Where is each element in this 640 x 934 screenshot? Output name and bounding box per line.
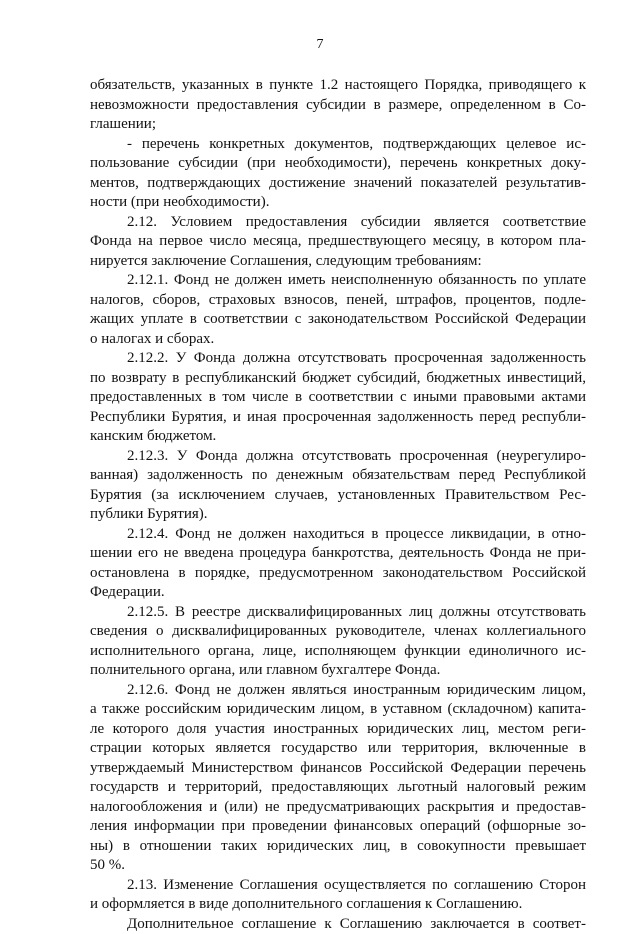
- text-line: Федерации.: [90, 583, 586, 603]
- text-line: 2.12.1. Фонд не должен иметь неисполненную обязанность по уплате: [90, 271, 586, 291]
- text-line: полнительного органа, или главном бухгалтере Фонда.: [90, 661, 586, 681]
- text-line: а также российским юридическим лицом, в уставном (складочном) капита-: [90, 700, 586, 720]
- text-line: Фонда на первое число месяца, предшествующего месяцу, в котором пла-: [90, 232, 586, 252]
- text-line: сведения о дисквалифицированных руководителе, членах коллегиального: [90, 622, 586, 642]
- text-line: страции которых является государство или территория, включенные в: [90, 739, 586, 759]
- text-line: ны) в отношении таких юридических лиц, в совокупности превышает: [90, 837, 586, 857]
- page-number: 7: [0, 37, 640, 53]
- text-line: 2.12.3. У Фонда должна отсутствовать просроченная (неурегулиро-: [90, 447, 586, 467]
- document-body: [90, 76, 586, 934]
- text-line: глашении;: [90, 115, 586, 135]
- text-line: налогообложения и (или) не предусматривающих раскрытия и предостав-: [90, 798, 586, 818]
- text-line: о налогах и сборах.: [90, 330, 586, 350]
- text-line: канским бюджетом.: [90, 427, 586, 447]
- text-line: предоставленных в том числе в соответствии с иными правовыми актами: [90, 388, 586, 408]
- text-line: утверждаемый Министерством финансов Российской Федерации перечень: [90, 759, 586, 779]
- text-line: Республики Бурятия, и иная просроченная задолженность перед республи-: [90, 408, 586, 428]
- text-line: жащих уплате в соответствии с законодательством Российской Федерации: [90, 310, 586, 330]
- text-line: ности (при необходимости).: [90, 193, 586, 213]
- text-line: пользование субсидии (при необходимости), перечень конкретных доку-: [90, 154, 586, 174]
- text-line: невозможности предоставления субсидии в размере, определенном в Со-: [90, 96, 586, 116]
- text-line: шении его не введена процедура банкротства, деятельность Фонда не при-: [90, 544, 586, 564]
- text-line: по возврату в республиканский бюджет субсидий, бюджетных инвестиций,: [90, 369, 586, 389]
- text-line: 2.12.4. Фонд не должен находиться в процессе ликвидации, в отно-: [90, 525, 586, 545]
- text-line: - перечень конкретных документов, подтверждающих целевое ис-: [90, 135, 586, 155]
- text-line: государств и территорий, предоставляющих льготный налоговый режим: [90, 778, 586, 798]
- text-line: 2.13. Изменение Соглашения осуществляется по соглашению Сторон: [90, 876, 586, 896]
- text-line: 2.12.5. В реестре дисквалифицированных лиц должны отсутствовать: [90, 603, 586, 623]
- text-line: 2.12.6. Фонд не должен являться иностранным юридическим лицом,: [90, 681, 586, 701]
- text-line: 2.12. Условием предоставления субсидии является соответствие: [90, 213, 586, 233]
- text-line: нируется заключение Соглашения, следующим требованиям:: [90, 252, 586, 272]
- text-line: публики Бурятия).: [90, 505, 586, 525]
- text-line: 50 %.: [90, 856, 586, 876]
- text-line: Бурятия (за исключением случаев, установленных Правительством Рес-: [90, 486, 586, 506]
- text-line: обязательств, указанных в пункте 1.2 настоящего Порядка, приводящего к: [90, 76, 586, 96]
- text-line: и оформляется в виде дополнительного соглашения к Соглашению.: [90, 895, 586, 915]
- text-line: ле которого доля участия иностранных юридических лиц, местом реги-: [90, 720, 586, 740]
- text-line: исполнительного органа, лице, исполняющем функции единоличного ис-: [90, 642, 586, 662]
- text-line: ментов, подтверждающих достижение значений показателей результатив-: [90, 174, 586, 194]
- text-line: остановлена в порядке, предусмотренном законодательством Российской: [90, 564, 586, 584]
- text-line: ления информации при проведении финансовых операций (офшорные зо-: [90, 817, 586, 837]
- text-line: Дополнительное соглашение к Соглашению заключается в соответ-: [90, 915, 586, 934]
- text-line: налогов, сборов, страховых взносов, пеней, штрафов, процентов, подле-: [90, 291, 586, 311]
- text-line: 2.12.2. У Фонда должна отсутствовать просроченная задолженность: [90, 349, 586, 369]
- text-line: ванная) задолженность по денежным обязательствам перед Республикой: [90, 466, 586, 486]
